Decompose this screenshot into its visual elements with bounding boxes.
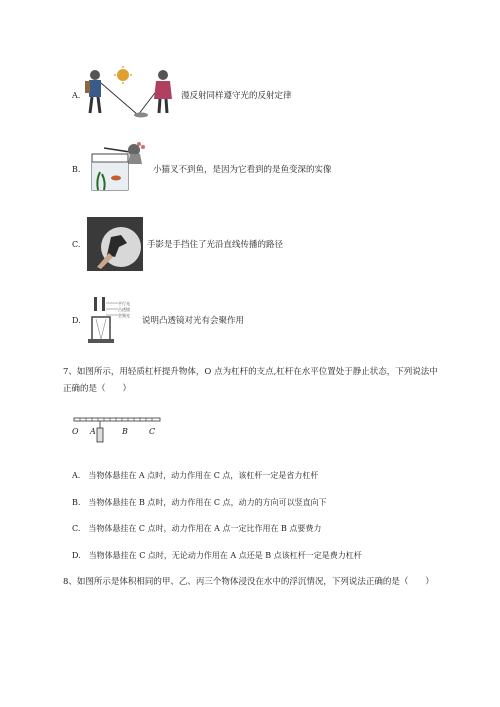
diffuse-reflection-figure <box>83 65 178 120</box>
q7-choice-b: B. 当物体悬挂在 B 点时，动力作用在 C 点，动力的方向可以竖直向下 <box>72 498 327 507</box>
question-8-line1: 8、如图所示是体积相同的甲、乙、丙三个物体浸没在水中的浮沉情况，下列说法正确的是（ ） <box>63 577 434 587</box>
question-7-line2: 正确的是（ ） <box>63 384 132 394</box>
lever-label-c: C <box>149 427 156 436</box>
option-b-letter: B. <box>72 165 81 174</box>
option-a-letter: A. <box>72 91 81 100</box>
q7-choice-a: A. 当物体悬挂在 A 点时，动力作用在 C 点，该杠杆一定是省力杠杆 <box>72 471 319 480</box>
hand-shadow-figure <box>87 217 143 271</box>
q7-choice-c: C. 当物体悬挂在 C 点时，动力作用在 A 点一定比作用在 B 点要费力 <box>72 524 322 533</box>
option-d-letter: D. <box>72 316 81 325</box>
option-c-letter: C. <box>72 240 81 249</box>
svg-text:平行光: 平行光 <box>118 301 130 306</box>
option-d-text: 说明凸透镜对光有会聚作用 <box>142 316 245 326</box>
lever-label-b: B <box>122 427 128 436</box>
cat-fishing-figure <box>84 140 150 192</box>
svg-text:会聚光: 会聚光 <box>118 313 130 318</box>
option-b-text: 小猫叉不到鱼，是因为它看到的是鱼变深的实像 <box>153 165 332 175</box>
option-c-text: 手影是手挡住了光沿直线传播的路径 <box>147 240 284 250</box>
option-a-text: 漫反射同样遵守光的反射定律 <box>181 91 292 101</box>
lever-label-a: A <box>90 427 96 436</box>
convex-lens-figure <box>86 293 138 345</box>
q7-choice-d: D. 当物体悬挂在 C 点时，无论动力作用在 A 点还是 B 点该杠杆一定是费力杠杆 <box>72 551 362 560</box>
question-7-line1: 7、如图所示，用轻质杠杆提升物体，O 点为杠杆的支点,杠杆在水平位置处于静止状态，下列说法中 <box>63 367 438 377</box>
lever-label-o: O <box>72 427 79 436</box>
svg-text:凸透镜: 凸透镜 <box>118 307 130 312</box>
